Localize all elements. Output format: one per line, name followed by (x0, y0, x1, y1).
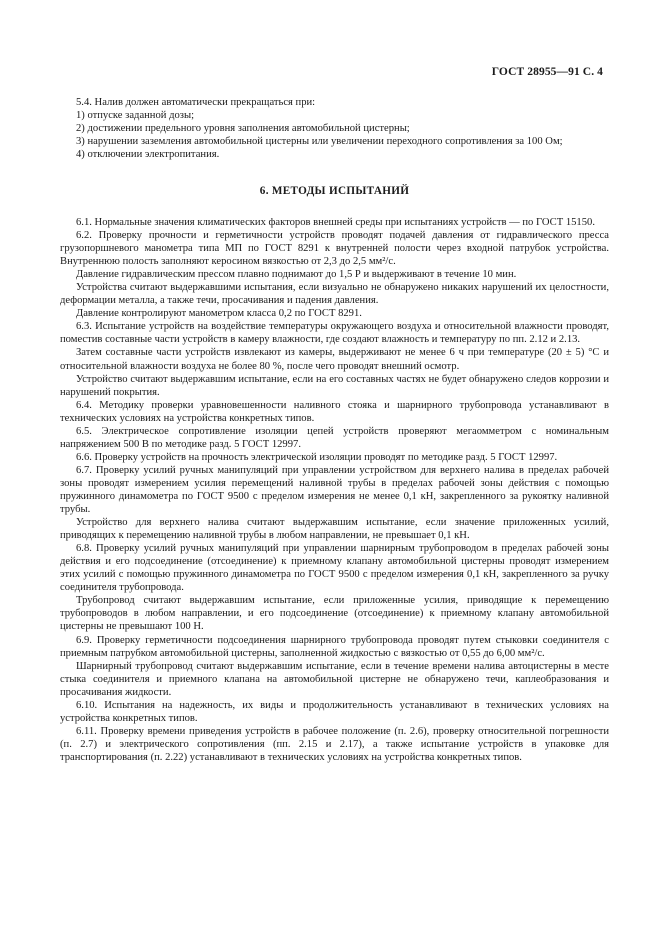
paragraph-6-6: 6.6. Проверку устройств на прочность электрической изоляции проводят по методике разд. 5 ГОСТ 12997. (76, 451, 558, 463)
paragraph-6-4: 6.4. Методику проверки уравновешенности наливного стояка и шарнирного трубопровода устанавливают в технических условиях на устройства конкретных типов. (60, 399, 609, 424)
paragraph: Устройства считают выдержавшими испытания, если визуально не обнаружено никаких нарушений их целостности, деформации металла, а также течи, просачивания и падения давления. (60, 282, 609, 307)
clause-5-4-intro: 5.4. Налив должен автоматически прекращаться при: (76, 97, 316, 108)
paragraph-6-7: 6.7. Проверку усилий ручных манипуляций при управлении устройством для верхнего налива в пределах рабочей зоны проводят измерением усилия перемещений наливной трубы в пределах рабочей зоны действия с помощью пружинного динамометра по ГОСТ 9500 с пределом измерения не менее 0,1 кН, закрепленного за рукоятку наливной трубы. (60, 464, 609, 516)
paragraph: Давление гидравлическим прессом плавно поднимают до 1,5 Р и выдерживают в течение 10 мин. (76, 269, 517, 281)
page-header: ГОСТ 28955—91 С. 4 (491, 66, 603, 78)
clause-5-4-item: 4) отключении электропитания. (76, 149, 220, 161)
clause-5-4-item: 2) достижении предельного уровня заполнения автомобильной цистерны; (76, 123, 410, 135)
paragraph-6-11: 6.11. Проверку времени приведения устройств в рабочее положение (п. 2.6), проверку относительной погрешности (п. 2.7) и электрического сопротивления (пп. 2.15 и 2.17), а также испытание устройств в упаковке для транспортирования (п. 2.22) устанавливают в технических условиях на устройства конкретных типов. (60, 725, 609, 763)
paragraph-6-5: 6.5. Электрическое сопротивление изоляции цепей устройств проверяют мегаомметром с номинальным напряжением 500 В по методике разд. 5 ГОСТ 12997. (60, 425, 609, 450)
clause-5-4-item: 3) нарушении заземления автомобильной цистерны или увеличении переходного сопротивления за 100 Ом; (76, 136, 563, 148)
paragraph-6-8: 6.8. Проверку усилий ручных манипуляций при управлении шарнирным трубопроводом в пределах рабочей зоны действия и его подсоединение (отсоединение) к приемному клапану автомобильной цистерны проводят измерением этих усилий с помощью пружинного динамометра по ГОСТ 9500 с пределом измерения 0,1 кН, закрепленного за ручку соединителя трубопровода. (60, 543, 609, 594)
paragraph: Устройство считают выдержавшим испытание, если на его составных частях не будет обнаружено следов коррозии и нарушений покрытия. (60, 373, 609, 398)
paragraph-6-3: 6.3. Испытание устройств на воздействие температуры окружающего воздуха и относительной влажности проводят, поместив составные части устройств в камеру влажности, где создают влажность и температуру по пп. 2.12 и 2.13. (60, 321, 609, 346)
paragraph-6-10: 6.10. Испытания на надежность, их виды и продолжительность устанавливают в технических условиях на устройства конкретных типов. (60, 699, 609, 724)
paragraph: Устройство для верхнего налива считают выдержавшим испытание, если значение приложенных усилий, приводящих к перемещению наливной трубы в любом направлении, не превышает 0,1 кН. (60, 517, 609, 542)
clause-5-4 (60, 96, 609, 161)
paragraph-6-1: 6.1. Нормальные значения климатических факторов внешней среды при испытаниях устройств — по ГОСТ 15150. (76, 217, 595, 228)
paragraph: Шарнирный трубопровод считают выдержавшим испытание, если в течение времени налива автоцистерны в месте стыка соединителя и приемного клапана на автомобильной цистерне не обнаружено течи, каплеобразования и просачивания жидкости. (60, 660, 609, 698)
paragraph: Трубопровод считают выдержавшим испытание, если приложенные усилия, приводящие к перемещению трубопроводов в любом направлении, и его подсоединение (отсоединение) к приемному клапану автомобильной цистерны не превышают 100 Н. (60, 595, 609, 633)
section-6-body (60, 216, 609, 764)
clause-5-4-item: 1) отпуске заданной дозы; (76, 110, 195, 122)
paragraph-6-2: 6.2. Проверку прочности и герметичности устройств проводят подачей давления от гидравлического пресса грузопоршневого манометра типа МП по ГОСТ 8291 к внутренней полости через входной патрубок устройства. Внутреннюю полость заполняют керосином вязкостью от 2,3 до 2,5 мм²/с. (60, 230, 609, 268)
section-title: 6. МЕТОДЫ ИСПЫТАНИЙ (259, 185, 410, 197)
paragraph: Давление контролируют манометром класса 0,2 по ГОСТ 8291. (76, 308, 362, 320)
paragraph: Затем составные части устройств извлекают из камеры, выдерживают не менее 6 ч при температуре (20 ± 5) °С и относительной влажности воздуха не более 80 %, после чего проводят внешний осмотр. (60, 347, 609, 372)
paragraph-6-9: 6.9. Проверку герметичности подсоединения шарнирного трубопровода проводят путем стыковки соединителя с приемным патрубком автомобильной цистерны, заполненной жидкостью с вязкостью от 0,55 до 6,00 мм²/с. (60, 634, 609, 659)
